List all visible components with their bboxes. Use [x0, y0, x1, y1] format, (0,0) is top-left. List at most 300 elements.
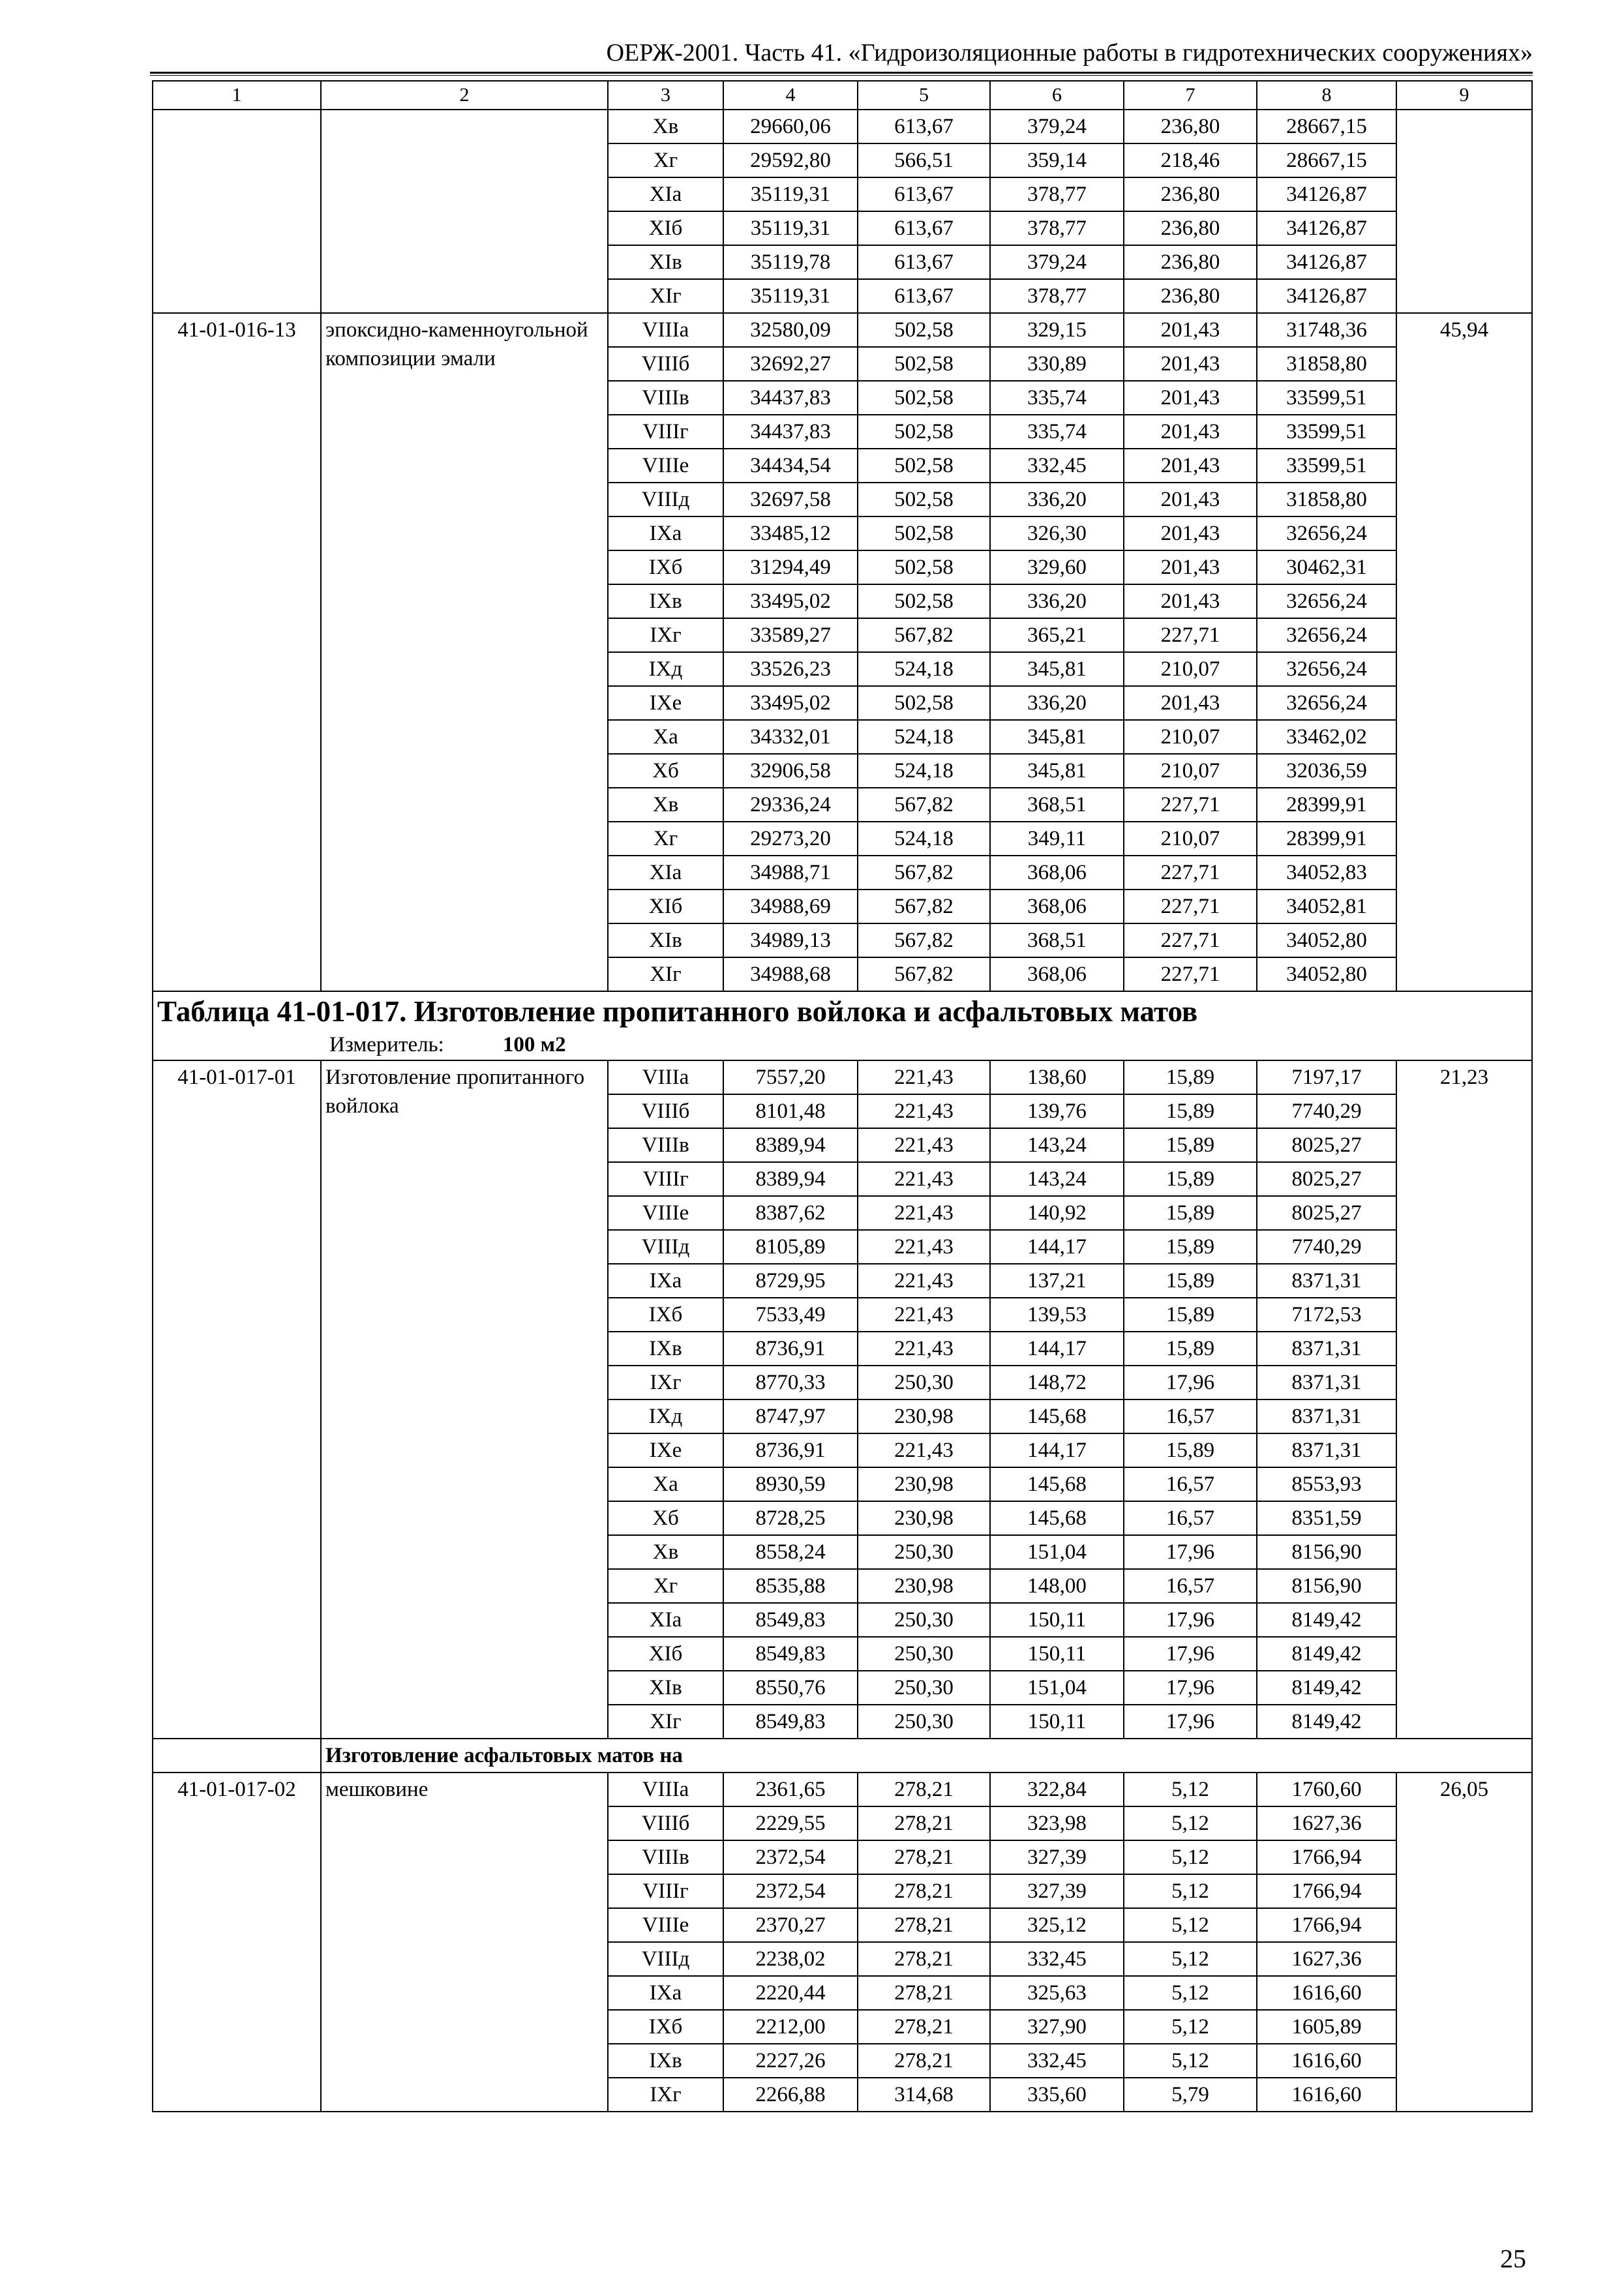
- rate-value: 15,89: [1124, 1433, 1257, 1467]
- rate-value: 29336,24: [723, 788, 858, 822]
- rate-value: 502,58: [858, 516, 990, 550]
- rate-value: 567,82: [858, 923, 990, 957]
- rate-value: 8149,42: [1257, 1671, 1396, 1705]
- rate-value: 236,80: [1124, 211, 1257, 245]
- table-row: [153, 313, 1532, 347]
- rate-value: 221,43: [858, 1094, 990, 1128]
- rate-value: 148,00: [990, 1569, 1124, 1603]
- labor-cost: 45,94: [1396, 313, 1532, 991]
- zone-code: IХв: [608, 2044, 723, 2078]
- rate-value: 16,57: [1124, 1501, 1257, 1535]
- rate-value: 7533,49: [723, 1298, 858, 1332]
- zone-code: Хб: [608, 754, 723, 788]
- zone-code: VIIIд: [608, 1230, 723, 1264]
- column-number: 3: [608, 81, 723, 110]
- zone-code: Хг: [608, 1569, 723, 1603]
- rate-value: 144,17: [990, 1230, 1124, 1264]
- rate-value: 502,58: [858, 313, 990, 347]
- rate-value: 35119,31: [723, 279, 858, 313]
- rate-value: 30462,31: [1257, 550, 1396, 584]
- rate-value: 218,46: [1124, 143, 1257, 177]
- rate-value: 327,90: [990, 2010, 1124, 2044]
- rate-value: 2227,26: [723, 2044, 858, 2078]
- rate-value: 325,12: [990, 1908, 1124, 1942]
- zone-code: VIIIг: [608, 1162, 723, 1196]
- zone-code: IХв: [608, 584, 723, 618]
- zone-code: ХIв: [608, 923, 723, 957]
- rate-value: 33495,02: [723, 686, 858, 720]
- rate-value: 613,67: [858, 211, 990, 245]
- rate-value: 33599,51: [1257, 415, 1396, 449]
- rate-value: 221,43: [858, 1230, 990, 1264]
- rate-value: 34052,80: [1257, 957, 1396, 991]
- rate-value: 139,76: [990, 1094, 1124, 1128]
- rate-value: 7197,17: [1257, 1060, 1396, 1094]
- rate-value: 145,68: [990, 1467, 1124, 1501]
- zone-code: Ха: [608, 720, 723, 754]
- rate-value: 17,96: [1124, 1705, 1257, 1739]
- column-number: 2: [321, 81, 608, 110]
- column-number: 8: [1257, 81, 1396, 110]
- column-number-row: [153, 81, 1532, 110]
- rate-value: 8025,27: [1257, 1128, 1396, 1162]
- rate-value: 34126,87: [1257, 211, 1396, 245]
- rate-value: 326,30: [990, 516, 1124, 550]
- rate-value: 210,07: [1124, 720, 1257, 754]
- rate-value: 8149,42: [1257, 1705, 1396, 1739]
- rate-value: 314,68: [858, 2078, 990, 2112]
- rate-value: 35119,31: [723, 211, 858, 245]
- rate-value: 250,30: [858, 1671, 990, 1705]
- rate-value: 332,45: [990, 2044, 1124, 2078]
- rate-value: 5,12: [1124, 1976, 1257, 2010]
- rate-value: 17,96: [1124, 1671, 1257, 1705]
- rate-value: 7740,29: [1257, 1230, 1396, 1264]
- rate-value: 502,58: [858, 347, 990, 381]
- zone-code: ХIв: [608, 1671, 723, 1705]
- rate-value: 221,43: [858, 1298, 990, 1332]
- rate-value: 15,89: [1124, 1230, 1257, 1264]
- rate-value: 210,07: [1124, 754, 1257, 788]
- rate-value: 17,96: [1124, 1366, 1257, 1399]
- rate-value: 32656,24: [1257, 618, 1396, 652]
- rate-value: 227,71: [1124, 788, 1257, 822]
- rate-value: 1616,60: [1257, 2044, 1396, 2078]
- rate-value: 34052,83: [1257, 856, 1396, 890]
- rate-value: 8149,42: [1257, 1603, 1396, 1637]
- rate-value: 8549,83: [723, 1603, 858, 1637]
- rate-value: 368,06: [990, 957, 1124, 991]
- rate-value: 144,17: [990, 1433, 1124, 1467]
- rate-value: 8371,31: [1257, 1433, 1396, 1467]
- rate-value: 31294,49: [723, 550, 858, 584]
- rate-value: 230,98: [858, 1399, 990, 1433]
- table-title: Таблица 41-01-017. Изготовление пропитанного войлока и асфальтовых матов: [153, 991, 1532, 1031]
- rate-value: 8371,31: [1257, 1399, 1396, 1433]
- rate-value: 567,82: [858, 618, 990, 652]
- rate-value: 8101,48: [723, 1094, 858, 1128]
- rate-value: 336,20: [990, 483, 1124, 516]
- rate-value: 5,12: [1124, 1874, 1257, 1908]
- rate-value: 227,71: [1124, 856, 1257, 890]
- rate-value: 15,89: [1124, 1264, 1257, 1298]
- rate-value: 32656,24: [1257, 516, 1396, 550]
- column-number: 5: [858, 81, 990, 110]
- rate-value: 8025,27: [1257, 1196, 1396, 1230]
- rate-value: 1766,94: [1257, 1908, 1396, 1942]
- rate-value: 5,12: [1124, 1773, 1257, 1806]
- column-number: 6: [990, 81, 1124, 110]
- rate-value: 230,98: [858, 1501, 990, 1535]
- rate-value: 524,18: [858, 720, 990, 754]
- rate-value: 8371,31: [1257, 1264, 1396, 1298]
- rate-value: 32036,59: [1257, 754, 1396, 788]
- zone-code: ХIг: [608, 279, 723, 313]
- rate-value: 34988,69: [723, 890, 858, 923]
- rate-value: 34989,13: [723, 923, 858, 957]
- rate-value: 34437,83: [723, 381, 858, 415]
- rate-value: 1766,94: [1257, 1840, 1396, 1874]
- rate-value: 5,79: [1124, 2078, 1257, 2112]
- rate-value: 278,21: [858, 1773, 990, 1806]
- rate-value: 524,18: [858, 754, 990, 788]
- rate-value: 1616,60: [1257, 2078, 1396, 2112]
- rate-value: 145,68: [990, 1399, 1124, 1433]
- rate-value: 345,81: [990, 652, 1124, 686]
- rate-code: [153, 110, 321, 313]
- rate-value: 2372,54: [723, 1840, 858, 1874]
- rate-value: 32692,27: [723, 347, 858, 381]
- rate-value: 2220,44: [723, 1976, 858, 2010]
- zone-code: IХб: [608, 1298, 723, 1332]
- rate-value: 201,43: [1124, 347, 1257, 381]
- rate-value: 151,04: [990, 1671, 1124, 1705]
- rate-value: 8371,31: [1257, 1366, 1396, 1399]
- rate-value: 34437,83: [723, 415, 858, 449]
- rate-value: 345,81: [990, 754, 1124, 788]
- rate-value: 33599,51: [1257, 449, 1396, 483]
- rate-value: 227,71: [1124, 923, 1257, 957]
- rate-value: 322,84: [990, 1773, 1124, 1806]
- header-rule-thin: [150, 75, 1533, 76]
- rate-value: 227,71: [1124, 618, 1257, 652]
- rate-value: 15,89: [1124, 1128, 1257, 1162]
- rate-value: 8747,97: [723, 1399, 858, 1433]
- rate-value: 15,89: [1124, 1060, 1257, 1094]
- rate-value: 2212,00: [723, 2010, 858, 2044]
- rate-value: 8553,93: [1257, 1467, 1396, 1501]
- rate-value: 236,80: [1124, 245, 1257, 279]
- rate-value: 31748,36: [1257, 313, 1396, 347]
- rate-value: 143,24: [990, 1162, 1124, 1196]
- rate-value: 8736,91: [723, 1332, 858, 1366]
- zone-code: VIIIа: [608, 1773, 723, 1806]
- empty-cell: [153, 1739, 321, 1773]
- zone-code: VIIIб: [608, 1806, 723, 1840]
- zone-code: Хб: [608, 1501, 723, 1535]
- rate-value: 150,11: [990, 1705, 1124, 1739]
- zone-code: ХIа: [608, 856, 723, 890]
- rate-value: 8770,33: [723, 1366, 858, 1399]
- rate-value: 28667,15: [1257, 143, 1396, 177]
- rate-value: 201,43: [1124, 449, 1257, 483]
- rate-value: 210,07: [1124, 652, 1257, 686]
- rate-value: 151,04: [990, 1535, 1124, 1569]
- rate-value: 278,21: [858, 1806, 990, 1840]
- rate-value: 221,43: [858, 1264, 990, 1298]
- rate-value: 323,98: [990, 1806, 1124, 1840]
- work-name: [321, 110, 608, 313]
- subheading: Изготовление асфальтовых матов на: [321, 1739, 1532, 1773]
- rate-value: 325,63: [990, 1976, 1124, 2010]
- rate-value: 8105,89: [723, 1230, 858, 1264]
- rate-value: 138,60: [990, 1060, 1124, 1094]
- rate-value: 17,96: [1124, 1535, 1257, 1569]
- rate-value: 250,30: [858, 1603, 990, 1637]
- rate-value: 33589,27: [723, 618, 858, 652]
- zone-code: IХб: [608, 2010, 723, 2044]
- rate-value: 329,60: [990, 550, 1124, 584]
- zone-code: IХг: [608, 2078, 723, 2112]
- table-title-row: [153, 991, 1532, 1031]
- zone-code: ХIг: [608, 1705, 723, 1739]
- zone-code: ХIа: [608, 1603, 723, 1637]
- rate-value: 34434,54: [723, 449, 858, 483]
- zone-code: IХб: [608, 550, 723, 584]
- rate-value: 330,89: [990, 347, 1124, 381]
- rate-value: 567,82: [858, 856, 990, 890]
- rate-value: 378,77: [990, 211, 1124, 245]
- rate-value: 5,12: [1124, 2044, 1257, 2078]
- zone-code: ХIг: [608, 957, 723, 991]
- table-row: [153, 1060, 1532, 1094]
- rate-value: 221,43: [858, 1433, 990, 1467]
- labor-cost: 26,05: [1396, 1773, 1532, 2112]
- rate-value: 16,57: [1124, 1569, 1257, 1603]
- rate-value: 8549,83: [723, 1637, 858, 1671]
- column-number: 9: [1396, 81, 1532, 110]
- rate-value: 8930,59: [723, 1467, 858, 1501]
- rate-value: 5,12: [1124, 1806, 1257, 1840]
- rate-value: 8728,25: [723, 1501, 858, 1535]
- rate-value: 201,43: [1124, 415, 1257, 449]
- rate-value: 201,43: [1124, 381, 1257, 415]
- rate-value: 1605,89: [1257, 2010, 1396, 2044]
- labor-cost: [1396, 110, 1532, 313]
- rate-value: 148,72: [990, 1366, 1124, 1399]
- zone-code: VIIIа: [608, 1060, 723, 1094]
- rate-value: 32580,09: [723, 313, 858, 347]
- rate-value: 567,82: [858, 890, 990, 923]
- zone-code: VIIIе: [608, 1196, 723, 1230]
- zone-code: ХIб: [608, 211, 723, 245]
- rate-value: 278,21: [858, 1976, 990, 2010]
- rates-table: [152, 80, 1533, 2112]
- rate-value: 15,89: [1124, 1094, 1257, 1128]
- rate-value: 2361,65: [723, 1773, 858, 1806]
- rate-value: 335,60: [990, 2078, 1124, 2112]
- rate-value: 8550,76: [723, 1671, 858, 1705]
- rate-value: 613,67: [858, 245, 990, 279]
- rate-value: 7557,20: [723, 1060, 858, 1094]
- column-number: 4: [723, 81, 858, 110]
- zone-code: VIIIб: [608, 347, 723, 381]
- rate-value: 335,74: [990, 381, 1124, 415]
- rate-value: 8389,94: [723, 1128, 858, 1162]
- zone-code: IХа: [608, 1264, 723, 1298]
- rate-value: 5,12: [1124, 2010, 1257, 2044]
- rate-value: 221,43: [858, 1196, 990, 1230]
- zone-code: VIIIе: [608, 1908, 723, 1942]
- zone-code: Хв: [608, 788, 723, 822]
- rate-value: 150,11: [990, 1603, 1124, 1637]
- rate-code: 41-01-016-13: [153, 313, 321, 991]
- rate-value: 33462,02: [1257, 720, 1396, 754]
- rate-value: 502,58: [858, 449, 990, 483]
- rate-value: 250,30: [858, 1535, 990, 1569]
- rate-value: 15,89: [1124, 1162, 1257, 1196]
- rate-value: 5,12: [1124, 1942, 1257, 1976]
- unit-row: [153, 1031, 1532, 1060]
- rate-value: 336,20: [990, 584, 1124, 618]
- rate-value: 140,92: [990, 1196, 1124, 1230]
- rate-value: 221,43: [858, 1162, 990, 1196]
- rate-value: 227,71: [1124, 890, 1257, 923]
- rate-value: 34052,80: [1257, 923, 1396, 957]
- rate-value: 278,21: [858, 1840, 990, 1874]
- rate-value: 2229,55: [723, 1806, 858, 1840]
- rate-value: 332,45: [990, 449, 1124, 483]
- header-rule: [150, 72, 1533, 74]
- rate-value: 368,06: [990, 856, 1124, 890]
- rate-value: 8549,83: [723, 1705, 858, 1739]
- rate-value: 230,98: [858, 1467, 990, 1501]
- page-number: 25: [1500, 2244, 1526, 2273]
- zone-code: VIIIв: [608, 1128, 723, 1162]
- rate-value: 8371,31: [1257, 1332, 1396, 1366]
- rate-value: 327,39: [990, 1874, 1124, 1908]
- subheading-row: [153, 1739, 1532, 1773]
- zone-code: VIIIд: [608, 1942, 723, 1976]
- rate-value: 201,43: [1124, 550, 1257, 584]
- rate-value: 16,57: [1124, 1467, 1257, 1501]
- rate-value: 201,43: [1124, 584, 1257, 618]
- rate-value: 8156,90: [1257, 1535, 1396, 1569]
- rate-value: 236,80: [1124, 177, 1257, 211]
- rate-value: 502,58: [858, 381, 990, 415]
- rate-value: 378,77: [990, 279, 1124, 313]
- unit-value: 100 м2: [502, 1033, 566, 1056]
- rate-value: 15,89: [1124, 1298, 1257, 1332]
- rate-value: 31858,80: [1257, 347, 1396, 381]
- rate-value: 201,43: [1124, 686, 1257, 720]
- rate-value: 5,12: [1124, 1908, 1257, 1942]
- zone-code: Ха: [608, 1467, 723, 1501]
- rate-value: 8387,62: [723, 1196, 858, 1230]
- rate-value: 227,71: [1124, 957, 1257, 991]
- zone-code: ХIб: [608, 890, 723, 923]
- rate-value: 8351,59: [1257, 1501, 1396, 1535]
- rate-value: 33599,51: [1257, 381, 1396, 415]
- rate-value: 17,96: [1124, 1603, 1257, 1637]
- rate-value: 365,21: [990, 618, 1124, 652]
- rate-value: 278,21: [858, 1874, 990, 1908]
- rate-value: 278,21: [858, 1942, 990, 1976]
- rate-value: 613,67: [858, 177, 990, 211]
- rate-code: 41-01-017-01: [153, 1060, 321, 1739]
- rate-value: 1627,36: [1257, 1806, 1396, 1840]
- rate-value: 32656,24: [1257, 686, 1396, 720]
- rate-value: 502,58: [858, 483, 990, 516]
- zone-code: Хг: [608, 143, 723, 177]
- rate-value: 28399,91: [1257, 822, 1396, 856]
- rate-value: 566,51: [858, 143, 990, 177]
- rate-value: 29592,80: [723, 143, 858, 177]
- rate-value: 210,07: [1124, 822, 1257, 856]
- rate-value: 8389,94: [723, 1162, 858, 1196]
- rate-value: 327,39: [990, 1840, 1124, 1874]
- zone-code: IХа: [608, 1976, 723, 2010]
- rate-value: 29660,06: [723, 110, 858, 143]
- rate-value: 15,89: [1124, 1196, 1257, 1230]
- rate-value: 332,45: [990, 1942, 1124, 1976]
- zone-code: VIIIд: [608, 483, 723, 516]
- rate-value: 1760,60: [1257, 1773, 1396, 1806]
- rate-value: 278,21: [858, 2010, 990, 2044]
- rate-value: 278,21: [858, 2044, 990, 2078]
- rate-value: 502,58: [858, 550, 990, 584]
- rate-value: 613,67: [858, 110, 990, 143]
- work-name: мешковине: [321, 1773, 608, 2112]
- rate-value: 7740,29: [1257, 1094, 1396, 1128]
- rate-value: 1766,94: [1257, 1874, 1396, 1908]
- rate-value: 29273,20: [723, 822, 858, 856]
- rate-value: 150,11: [990, 1637, 1124, 1671]
- rate-value: 613,67: [858, 279, 990, 313]
- rate-value: 201,43: [1124, 483, 1257, 516]
- rate-value: 8025,27: [1257, 1162, 1396, 1196]
- rate-value: 278,21: [858, 1908, 990, 1942]
- page-header: ОЕРЖ-2001. Часть 41. «Гидроизоляционные работы в гидротехнических сооружениях»: [606, 39, 1533, 67]
- zone-code: Хв: [608, 110, 723, 143]
- rate-value: 34126,87: [1257, 177, 1396, 211]
- zone-code: ХIа: [608, 177, 723, 211]
- zone-code: IХг: [608, 1366, 723, 1399]
- rate-value: 137,21: [990, 1264, 1124, 1298]
- rate-value: 524,18: [858, 652, 990, 686]
- rate-value: 2266,88: [723, 2078, 858, 2112]
- rate-value: 34052,81: [1257, 890, 1396, 923]
- rate-value: 345,81: [990, 720, 1124, 754]
- unit-cell: [153, 1031, 1532, 1060]
- rate-value: 201,43: [1124, 516, 1257, 550]
- rate-value: 34988,71: [723, 856, 858, 890]
- rate-value: 368,51: [990, 788, 1124, 822]
- rate-value: 502,58: [858, 415, 990, 449]
- rate-value: 28399,91: [1257, 788, 1396, 822]
- rate-value: 250,30: [858, 1366, 990, 1399]
- rate-value: 221,43: [858, 1060, 990, 1094]
- rate-value: 34126,87: [1257, 279, 1396, 313]
- rate-value: 221,43: [858, 1332, 990, 1366]
- rate-code: 41-01-017-02: [153, 1773, 321, 2112]
- zone-code: VIIIв: [608, 1840, 723, 1874]
- work-name: Изготовление пропитанного войлока: [321, 1060, 608, 1739]
- zone-code: VIIIа: [608, 313, 723, 347]
- rate-value: 250,30: [858, 1637, 990, 1671]
- rate-value: 7172,53: [1257, 1298, 1396, 1332]
- zone-code: VIIIб: [608, 1094, 723, 1128]
